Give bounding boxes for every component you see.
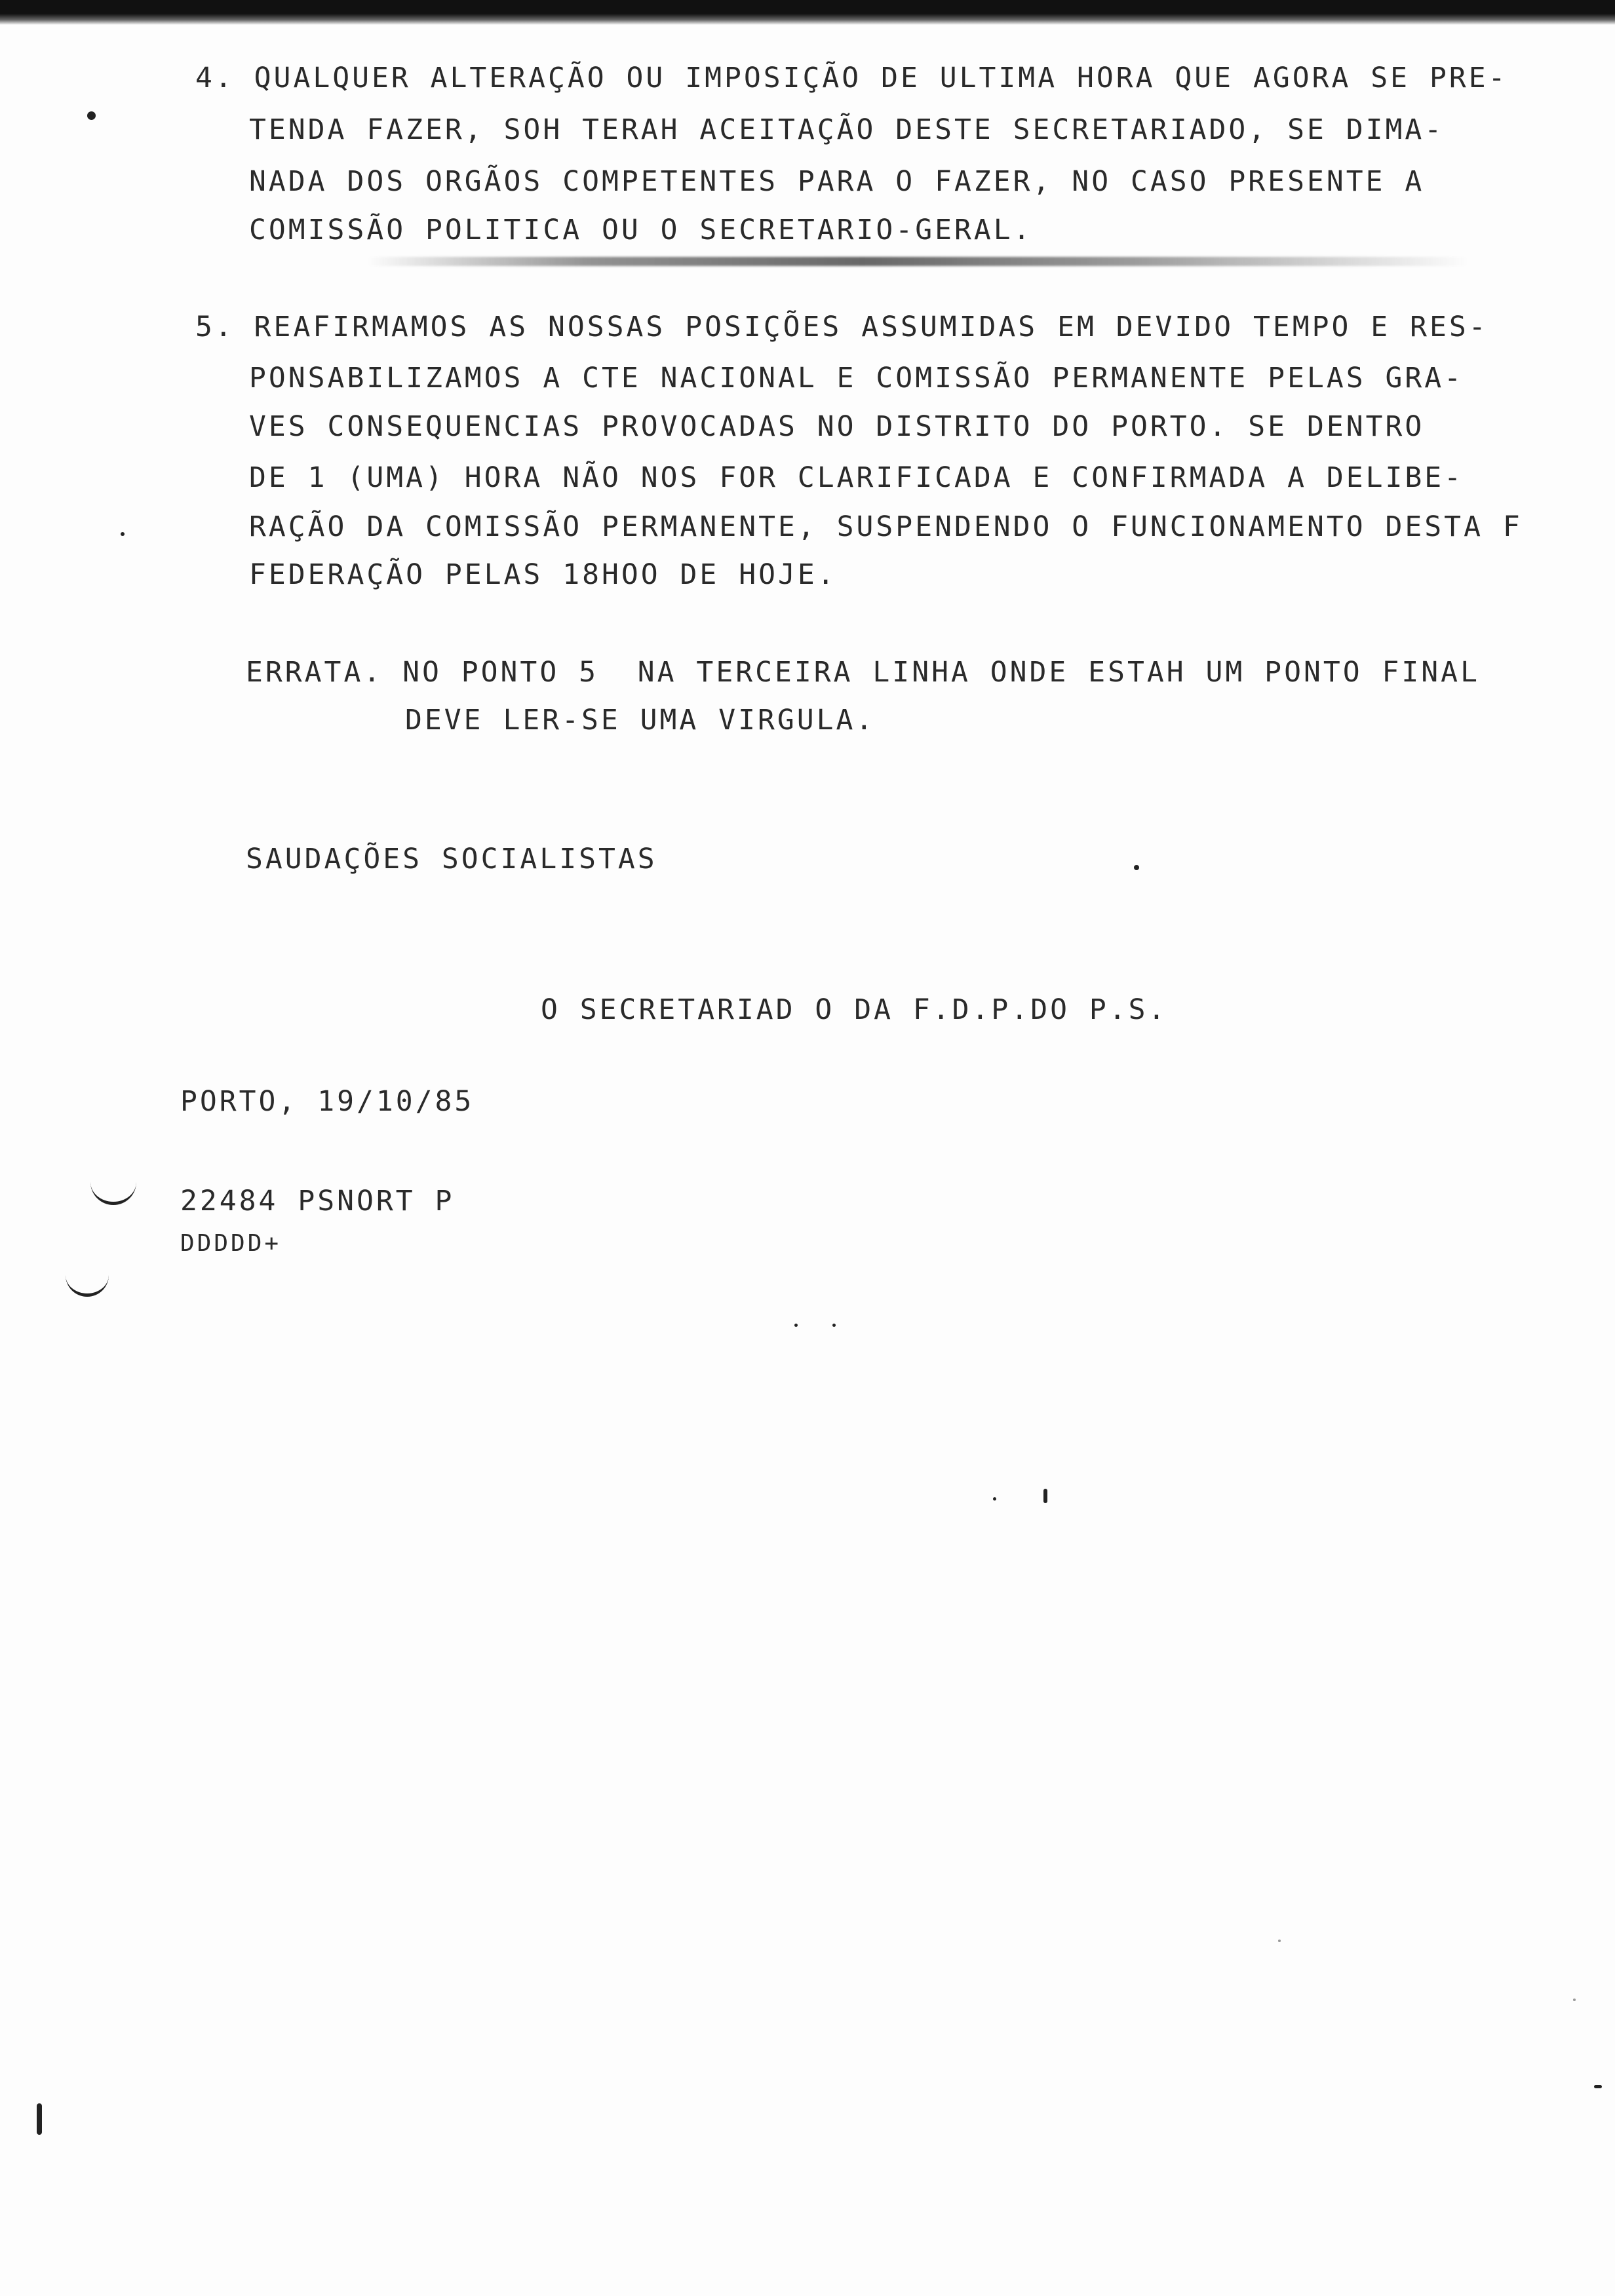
scan-speck <box>121 532 125 536</box>
scan-speck <box>794 1324 798 1327</box>
point5-line-2: PONSABILIZAMOS A CTE NACIONAL E COMISSÃO PERMANENTE PELAS GRA- <box>249 362 1464 394</box>
scan-speck <box>87 111 96 120</box>
point5-line-1: 5. REAFIRMAMOS AS NOSSAS POSIÇÕES ASSUMIDAS EM DEVIDO TEMPO E RES- <box>195 311 1489 343</box>
date-line: PORTO, 19/10/85 <box>180 1085 475 1118</box>
scan-speck <box>832 1324 836 1327</box>
errata-line-1: ERRATA. NO PONTO 5 NA TERCEIRA LINHA ONDE ESTAH UM PONTO FINAL <box>246 656 1480 689</box>
point4-line-2: TENDA FAZER, SOH TERAH ACEITAÇÃO DESTE SECRETARIADO, SE DIMA- <box>249 113 1445 146</box>
scan-speck <box>37 2103 42 2135</box>
telex-answerback: 22484 PSNORT P <box>180 1185 455 1217</box>
ink-smudge <box>367 257 1468 266</box>
errata-line-2: DEVE LER-SE UMA VIRGULA. <box>405 704 876 737</box>
greeting: SAUDAÇÕES SOCIALISTAS <box>246 843 657 875</box>
point5-line-5: RAÇÃO DA COMISSÃO PERMANENTE, SUSPENDENDO O FUNCIONAMENTO DESTA F <box>249 510 1523 543</box>
scan-speck <box>1594 2085 1602 2088</box>
point4-line-4: COMISSÃO POLITICA OU O SECRETARIO-GERAL. <box>249 214 1033 246</box>
point4-line-3: NADA DOS ORGÃOS COMPETENTES PARA O FAZER, NO CASO PRESENTE A <box>249 165 1425 198</box>
scan-speck <box>1278 1940 1281 1942</box>
page-top-border <box>0 0 1615 25</box>
point5-line-3: VES CONSEQUENCIAS PROVOCADAS NO DISTRITO DO PORTO. SE DENTRO <box>249 410 1425 443</box>
signature: O SECRETARIAD O DA F.D.P.DO P.S. <box>541 993 1168 1026</box>
point5-line-4: DE 1 (UMA) HORA NÃO NOS FOR CLARIFICADA E CONFIRMADA A DELIBE- <box>249 461 1464 494</box>
point4-line-1: 4. QUALQUER ALTERAÇÃO OU IMPOSIÇÃO DE ULTIMA HORA QUE AGORA SE PRE- <box>195 62 1508 94</box>
scan-speck <box>993 1497 996 1501</box>
scan-speck <box>1134 865 1139 870</box>
telex-end: DDDDD+ <box>180 1230 282 1257</box>
point5-line-6: FEDERAÇÃO PELAS 18HOO DE HOJE. <box>249 558 837 591</box>
scan-speck <box>1573 1999 1576 2001</box>
punch-hole-arc <box>66 1265 109 1297</box>
punch-hole-arc <box>90 1173 136 1205</box>
scan-speck <box>1043 1489 1047 1503</box>
